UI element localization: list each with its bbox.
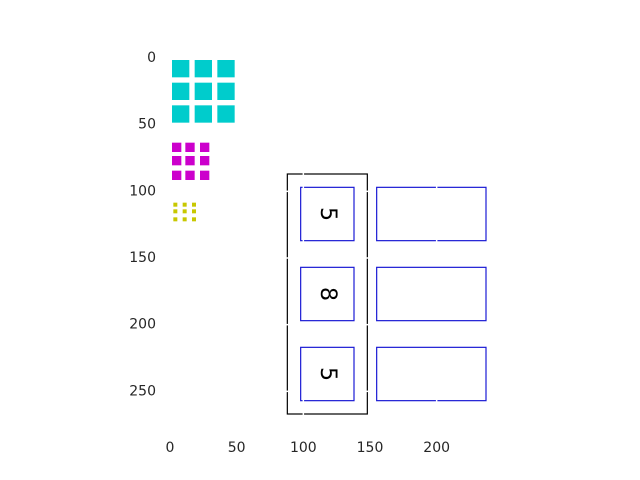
yellow-marker [173, 203, 177, 207]
x-axis-ticks [166, 440, 450, 456]
y-tick-label: 100 [129, 183, 156, 200]
cyan-marker [195, 60, 212, 77]
y-tick-label: 150 [129, 250, 156, 266]
cell-label: 8 [314, 287, 340, 301]
yellow-marker [183, 209, 187, 213]
y-tick-label: 50 [138, 116, 156, 133]
x-tick-label: 150 [356, 440, 384, 456]
cyan-marker [195, 83, 212, 100]
x-tick-label: 50 [227, 440, 246, 456]
empty-box [377, 267, 486, 320]
chart-shapes [284, 171, 486, 417]
magenta-marker [172, 156, 181, 165]
magenta-marker [200, 171, 209, 180]
yellow-marker [173, 209, 177, 213]
yellow-marker [192, 217, 196, 221]
y-tick-label: 200 [129, 316, 156, 333]
magenta-marker [200, 156, 209, 165]
magenta-marker [200, 143, 209, 152]
cyan-marker [217, 60, 234, 77]
x-tick-label: 0 [165, 440, 175, 456]
cyan-marker [195, 105, 212, 122]
empty-box [377, 187, 486, 240]
magenta-marker [185, 156, 194, 165]
y-axis-ticks [129, 50, 156, 399]
empty-box [377, 347, 486, 400]
yellow-marker [183, 217, 187, 221]
magenta-marker [172, 171, 181, 180]
y-tick-label: 0 [147, 50, 156, 66]
magenta-marker [185, 171, 194, 180]
magenta-marker [172, 143, 181, 152]
cyan-marker [172, 60, 189, 77]
cell-label: 5 [314, 207, 340, 221]
marker-grids [172, 60, 235, 221]
x-tick-label: 200 [423, 440, 451, 456]
y-tick-label: 250 [129, 383, 156, 400]
cyan-marker [172, 105, 189, 122]
magenta-marker [185, 143, 194, 152]
yellow-marker [183, 203, 187, 207]
cell-label: 5 [314, 367, 340, 381]
yellow-marker [192, 209, 196, 213]
yellow-marker [192, 203, 196, 207]
cyan-marker [217, 105, 234, 122]
yellow-marker [173, 217, 177, 221]
cyan-marker [172, 83, 189, 100]
cyan-marker [217, 83, 234, 100]
x-tick-label: 100 [289, 440, 317, 456]
